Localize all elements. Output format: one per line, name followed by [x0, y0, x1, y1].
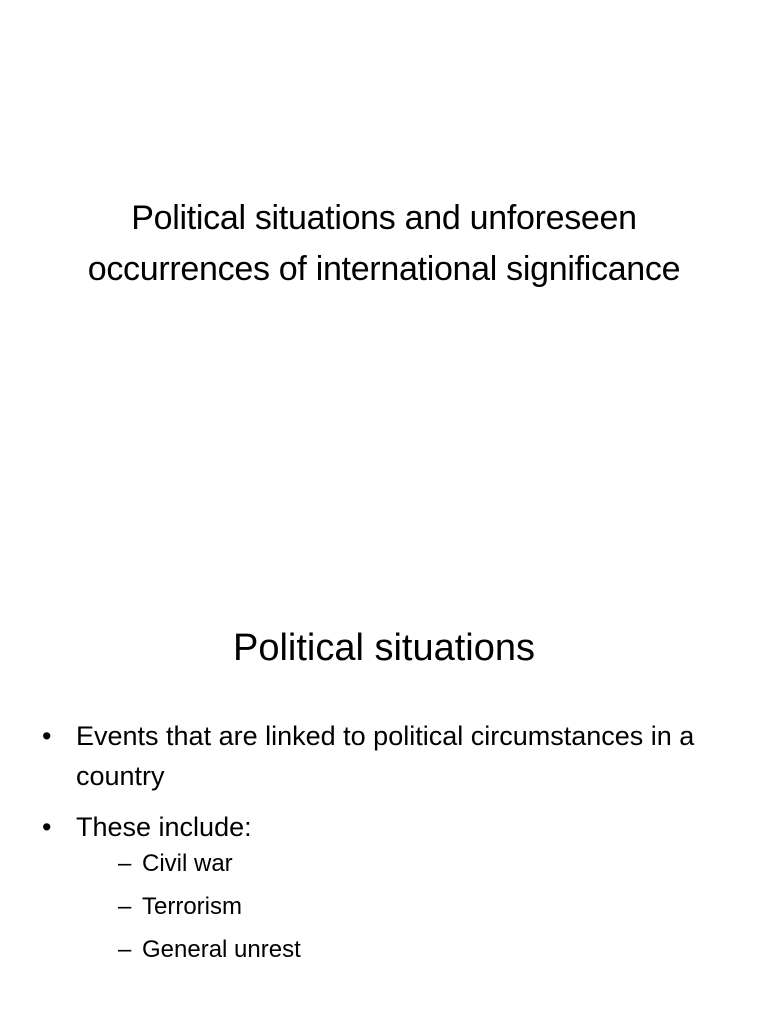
bullet-text: These include:	[76, 812, 252, 842]
slide-2-title: Political situations	[232, 627, 536, 669]
sub-bullet-marker: –	[118, 936, 132, 963]
slide-1-title: Political situations and unforeseen occurrences of international significance	[87, 199, 681, 288]
bullet-item	[42, 716, 742, 796]
bullet-item	[42, 807, 742, 967]
sub-bullet-list	[118, 847, 742, 967]
bullet-text: Events that are linked to political circumstances in a country	[76, 721, 695, 791]
sub-bullet-text: Terrorism	[142, 893, 242, 920]
sub-bullet-text: General unrest	[142, 936, 301, 963]
sub-bullet-text: Civil war	[142, 850, 233, 877]
bullet-marker: •	[42, 812, 52, 842]
sub-bullet-marker: –	[118, 893, 132, 920]
sub-bullet-marker: –	[118, 850, 132, 877]
slide-2	[0, 576, 768, 1024]
bullet-marker: •	[42, 721, 52, 751]
sub-bullet-item	[118, 933, 742, 967]
sub-bullet-item	[118, 847, 742, 881]
bullet-list	[42, 716, 742, 978]
sub-bullet-item	[118, 890, 742, 924]
